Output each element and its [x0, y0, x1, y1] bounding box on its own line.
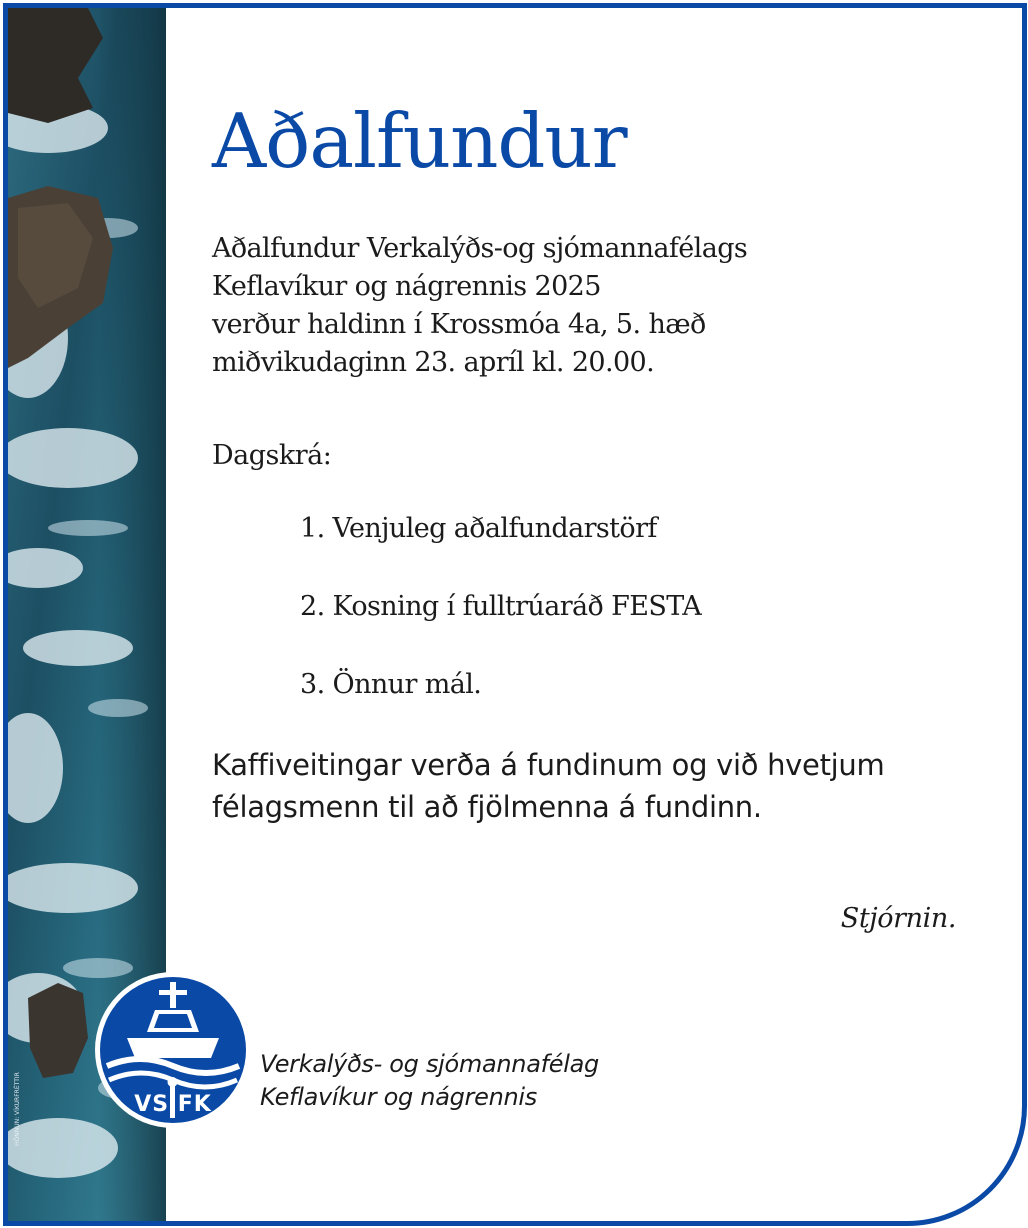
closing-line: Kaffiveitingar verða á fundinum og við hvetjum	[212, 748, 885, 782]
intro-line: verður haldinn í Krossmóa 4a, 5. hæð	[212, 309, 706, 340]
intro-line: miðvikudaginn 23. apríl kl. 20.00.	[212, 347, 655, 378]
closing-text	[212, 744, 992, 828]
union-logo	[93, 970, 253, 1130]
meeting-details	[212, 230, 747, 382]
photo-credit: HÖNNUN: VÍKURFRÉTTIR	[14, 1072, 21, 1146]
intro-line: Keflavíkur og nágrennis 2025	[212, 271, 601, 302]
agenda-heading: Dagskrá:	[212, 440, 332, 471]
page-title: Aðalfundur	[212, 97, 627, 185]
intro-line: Aðalfundur Verkalýðs-og sjómannafélags	[212, 233, 748, 264]
logo-text: VS FK	[134, 1092, 212, 1117]
org-name-line: Keflavíkur og nágrennis	[260, 1083, 537, 1111]
agenda-item: 2. Kosning í fulltrúaráð FESTA	[300, 591, 702, 622]
agenda-item: 3. Önnur mál.	[300, 669, 482, 700]
signature: Stjórnin.	[840, 903, 956, 934]
organization-name	[260, 1048, 599, 1114]
org-name-line: Verkalýðs- og sjómannafélag	[260, 1050, 599, 1078]
agenda-list	[300, 513, 701, 747]
closing-line: félagsmenn til að fjölmenna á fundinn.	[212, 790, 762, 824]
agenda-item: 1. Venjuleg aðalfundarstörf	[300, 513, 657, 544]
notice-frame	[3, 3, 1027, 1226]
